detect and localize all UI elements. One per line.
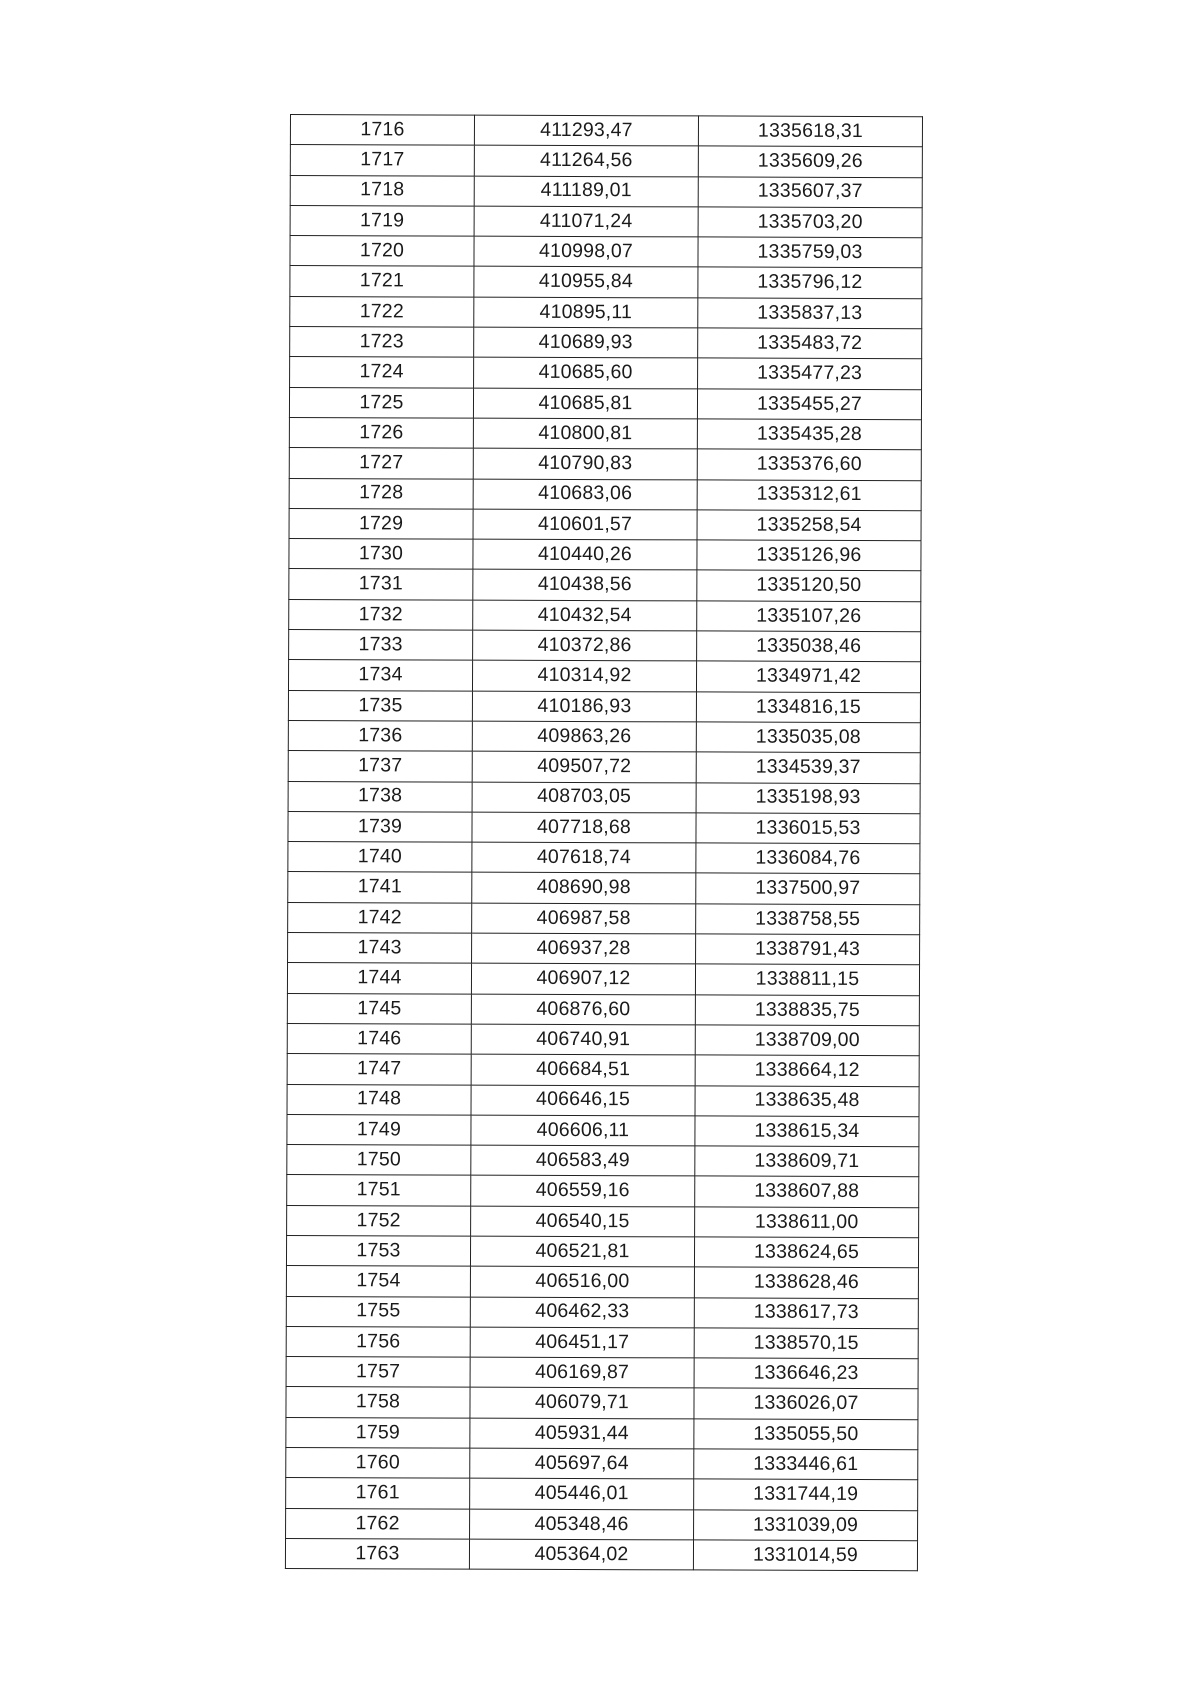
table-row	[286, 1387, 918, 1420]
y-coordinate-cell: 1338609,71	[695, 1146, 919, 1177]
point-number-cell: 1748	[287, 1084, 471, 1115]
point-number-cell: 1747	[287, 1054, 471, 1085]
point-number-cell: 1743	[288, 933, 472, 964]
point-number-cell: 1738	[288, 781, 472, 812]
x-coordinate-cell: 406079,71	[470, 1388, 694, 1419]
table-row	[287, 963, 919, 996]
x-coordinate-cell: 411189,01	[474, 176, 698, 207]
x-coordinate-cell: 408703,05	[472, 782, 696, 813]
y-coordinate-cell: 1335759,03	[698, 237, 922, 268]
x-coordinate-cell: 407718,68	[472, 812, 696, 843]
table-row	[287, 1023, 919, 1056]
x-coordinate-cell: 406987,58	[472, 903, 696, 934]
table-row	[288, 872, 920, 905]
table-row	[288, 690, 920, 723]
y-coordinate-cell: 1335435,28	[697, 419, 921, 450]
y-coordinate-cell: 1338615,34	[695, 1116, 919, 1147]
y-coordinate-cell: 1338611,00	[695, 1207, 919, 1238]
x-coordinate-cell: 405931,44	[470, 1418, 694, 1449]
point-number-cell: 1719	[290, 205, 474, 236]
y-coordinate-cell: 1338624,65	[694, 1237, 918, 1268]
point-number-cell: 1741	[288, 872, 472, 903]
point-number-cell: 1731	[289, 569, 473, 600]
x-coordinate-cell: 410432,54	[473, 600, 697, 631]
point-number-cell: 1755	[286, 1296, 470, 1327]
y-coordinate-cell: 1335198,93	[696, 782, 920, 813]
y-coordinate-cell: 1335312,61	[697, 479, 921, 510]
x-coordinate-cell: 411293,47	[474, 115, 698, 146]
y-coordinate-cell: 1338664,12	[695, 1055, 919, 1086]
x-coordinate-cell: 410683,06	[473, 479, 697, 510]
x-coordinate-cell: 405364,02	[469, 1539, 693, 1570]
point-number-cell: 1730	[289, 539, 473, 570]
x-coordinate-cell: 405348,46	[470, 1509, 694, 1540]
y-coordinate-cell: 1335055,50	[694, 1419, 918, 1450]
point-number-cell: 1725	[289, 387, 473, 418]
x-coordinate-cell: 406907,12	[471, 963, 695, 994]
y-coordinate-cell: 1331744,19	[694, 1479, 918, 1510]
x-coordinate-cell: 410372,86	[473, 630, 697, 661]
x-coordinate-cell: 410186,93	[472, 691, 696, 722]
table-row	[289, 599, 921, 632]
point-number-cell: 1716	[290, 115, 474, 146]
y-coordinate-cell: 1335038,46	[697, 631, 921, 662]
y-coordinate-cell: 1335376,60	[697, 449, 921, 480]
table-row	[289, 630, 921, 663]
x-coordinate-cell: 410689,93	[474, 327, 698, 358]
table-row	[286, 1235, 918, 1268]
y-coordinate-cell: 1335609,26	[698, 146, 922, 177]
point-number-cell: 1759	[286, 1417, 470, 1448]
point-number-cell: 1737	[288, 751, 472, 782]
point-number-cell: 1739	[288, 811, 472, 842]
table-row	[289, 387, 921, 420]
table-row	[289, 478, 921, 511]
x-coordinate-cell: 406684,51	[471, 1054, 695, 1085]
x-coordinate-cell: 408690,98	[472, 873, 696, 904]
x-coordinate-cell: 407618,74	[472, 842, 696, 873]
y-coordinate-cell: 1335477,23	[698, 358, 922, 389]
point-number-cell: 1734	[288, 660, 472, 691]
point-number-cell: 1721	[290, 266, 474, 297]
table-row	[287, 1145, 919, 1178]
point-number-cell: 1754	[286, 1266, 470, 1297]
table-row	[287, 993, 919, 1026]
x-coordinate-cell: 410955,84	[474, 267, 698, 298]
x-coordinate-cell: 406540,15	[471, 1206, 695, 1237]
y-coordinate-cell: 1331039,09	[694, 1510, 918, 1541]
table-row	[286, 1417, 918, 1450]
x-coordinate-cell: 410685,60	[474, 358, 698, 389]
y-coordinate-cell: 1335120,50	[697, 570, 921, 601]
x-coordinate-cell: 410440,26	[473, 539, 697, 570]
table-row	[289, 539, 921, 572]
table-row	[289, 508, 921, 541]
point-number-cell: 1722	[290, 296, 474, 327]
y-coordinate-cell: 1334816,15	[696, 692, 920, 723]
x-coordinate-cell: 406451,17	[470, 1327, 694, 1358]
table-row	[290, 115, 922, 148]
table-row	[290, 205, 922, 238]
point-number-cell: 1760	[286, 1448, 470, 1479]
point-number-cell: 1726	[289, 417, 473, 448]
table-row	[286, 1448, 918, 1481]
y-coordinate-cell: 1335126,96	[697, 540, 921, 571]
x-coordinate-cell: 406740,91	[471, 1024, 695, 1055]
point-number-cell: 1736	[288, 720, 472, 751]
y-coordinate-cell: 1338835,75	[695, 995, 919, 1026]
x-coordinate-cell: 406937,28	[472, 933, 696, 964]
table-row	[287, 1054, 919, 1087]
point-number-cell: 1718	[290, 175, 474, 206]
y-coordinate-cell: 1335703,20	[698, 207, 922, 238]
table-row	[288, 842, 920, 875]
y-coordinate-cell: 1336646,23	[694, 1358, 918, 1389]
table-row	[287, 1114, 919, 1147]
table-row	[286, 1357, 918, 1390]
point-number-cell: 1745	[287, 993, 471, 1024]
table-row	[288, 720, 920, 753]
x-coordinate-cell: 410895,11	[474, 297, 698, 328]
coordinates-table	[285, 114, 923, 1571]
x-coordinate-cell: 411264,56	[474, 145, 698, 176]
x-coordinate-cell: 410601,57	[473, 509, 697, 540]
point-number-cell: 1729	[289, 508, 473, 539]
table-row	[290, 357, 922, 390]
x-coordinate-cell: 410998,07	[474, 236, 698, 267]
table-row	[290, 145, 922, 178]
table-row	[285, 1538, 917, 1571]
point-number-cell: 1732	[289, 599, 473, 630]
x-coordinate-cell: 406646,15	[471, 1085, 695, 1116]
y-coordinate-cell: 1335107,26	[697, 601, 921, 632]
point-number-cell: 1720	[290, 236, 474, 267]
point-number-cell: 1727	[289, 448, 473, 479]
point-number-cell: 1752	[287, 1205, 471, 1236]
table-row	[288, 660, 920, 693]
table-row	[290, 175, 922, 208]
point-number-cell: 1735	[288, 690, 472, 721]
x-coordinate-cell: 410685,81	[473, 388, 697, 419]
x-coordinate-cell: 406606,11	[471, 1115, 695, 1146]
table-row	[290, 266, 922, 299]
table-row	[286, 1326, 918, 1359]
point-number-cell: 1763	[285, 1538, 469, 1569]
y-coordinate-cell: 1338607,88	[695, 1176, 919, 1207]
point-number-cell: 1724	[290, 357, 474, 388]
y-coordinate-cell: 1335618,31	[698, 116, 922, 147]
y-coordinate-cell: 1331014,59	[693, 1540, 917, 1571]
point-number-cell: 1753	[286, 1235, 470, 1266]
x-coordinate-cell: 406583,49	[471, 1145, 695, 1176]
x-coordinate-cell: 410314,92	[472, 660, 696, 691]
x-coordinate-cell: 406462,33	[470, 1297, 694, 1328]
point-number-cell: 1758	[286, 1387, 470, 1418]
y-coordinate-cell: 1335035,08	[696, 722, 920, 753]
point-number-cell: 1744	[287, 963, 471, 994]
y-coordinate-cell: 1335607,37	[698, 177, 922, 208]
y-coordinate-cell: 1338758,55	[696, 904, 920, 935]
x-coordinate-cell: 410438,56	[473, 570, 697, 601]
x-coordinate-cell: 405446,01	[470, 1478, 694, 1509]
y-coordinate-cell: 1334971,42	[696, 661, 920, 692]
y-coordinate-cell: 1336084,76	[696, 843, 920, 874]
table-row	[286, 1478, 918, 1511]
point-number-cell: 1762	[286, 1508, 470, 1539]
y-coordinate-cell: 1337500,97	[696, 873, 920, 904]
table-row	[288, 781, 920, 814]
x-coordinate-cell: 409507,72	[472, 751, 696, 782]
y-coordinate-cell: 1338635,48	[695, 1085, 919, 1116]
y-coordinate-cell: 1338709,00	[695, 1025, 919, 1056]
table-row	[287, 1205, 919, 1238]
y-coordinate-cell: 1335483,72	[698, 328, 922, 359]
y-coordinate-cell: 1338811,15	[695, 964, 919, 995]
y-coordinate-cell: 1335455,27	[697, 389, 921, 420]
table-row	[286, 1296, 918, 1329]
table-row	[289, 448, 921, 481]
point-number-cell: 1757	[286, 1357, 470, 1388]
table-row	[286, 1508, 918, 1541]
y-coordinate-cell: 1335837,13	[698, 298, 922, 329]
table-row	[288, 902, 920, 935]
point-number-cell: 1756	[286, 1326, 470, 1357]
point-number-cell: 1717	[290, 145, 474, 176]
table-row	[290, 296, 922, 329]
table-row	[289, 569, 921, 602]
x-coordinate-cell: 406559,16	[471, 1176, 695, 1207]
x-coordinate-cell: 406169,87	[470, 1357, 694, 1388]
y-coordinate-cell: 1338570,15	[694, 1328, 918, 1359]
table-row	[287, 1084, 919, 1117]
y-coordinate-cell: 1333446,61	[694, 1449, 918, 1480]
table-row	[288, 933, 920, 966]
point-number-cell: 1750	[287, 1145, 471, 1176]
point-number-cell: 1742	[288, 902, 472, 933]
x-coordinate-cell: 410790,83	[473, 448, 697, 479]
table-row	[286, 1266, 918, 1299]
x-coordinate-cell: 406876,60	[471, 994, 695, 1025]
x-coordinate-cell: 406521,81	[470, 1236, 694, 1267]
point-number-cell: 1733	[289, 630, 473, 661]
y-coordinate-cell: 1335258,54	[697, 510, 921, 541]
point-number-cell: 1761	[286, 1478, 470, 1509]
table-row	[289, 417, 921, 450]
table-row	[290, 236, 922, 269]
table-row	[290, 327, 922, 360]
point-number-cell: 1751	[287, 1175, 471, 1206]
x-coordinate-cell: 410800,81	[473, 418, 697, 449]
x-coordinate-cell: 411071,24	[474, 206, 698, 237]
y-coordinate-cell: 1336026,07	[694, 1388, 918, 1419]
point-number-cell: 1728	[289, 478, 473, 509]
y-coordinate-cell: 1334539,37	[696, 752, 920, 783]
y-coordinate-cell: 1338617,73	[694, 1297, 918, 1328]
table-row	[288, 811, 920, 844]
table-row	[287, 1175, 919, 1208]
point-number-cell: 1746	[287, 1023, 471, 1054]
point-number-cell: 1723	[290, 327, 474, 358]
y-coordinate-cell: 1335796,12	[698, 267, 922, 298]
x-coordinate-cell: 405697,64	[470, 1448, 694, 1479]
point-number-cell: 1749	[287, 1114, 471, 1145]
y-coordinate-cell: 1338628,46	[694, 1267, 918, 1298]
y-coordinate-cell: 1336015,53	[696, 813, 920, 844]
coordinates-table-body	[285, 115, 922, 1571]
point-number-cell: 1740	[288, 842, 472, 873]
x-coordinate-cell: 406516,00	[470, 1266, 694, 1297]
y-coordinate-cell: 1338791,43	[696, 934, 920, 965]
x-coordinate-cell: 409863,26	[472, 721, 696, 752]
table-row	[288, 751, 920, 784]
